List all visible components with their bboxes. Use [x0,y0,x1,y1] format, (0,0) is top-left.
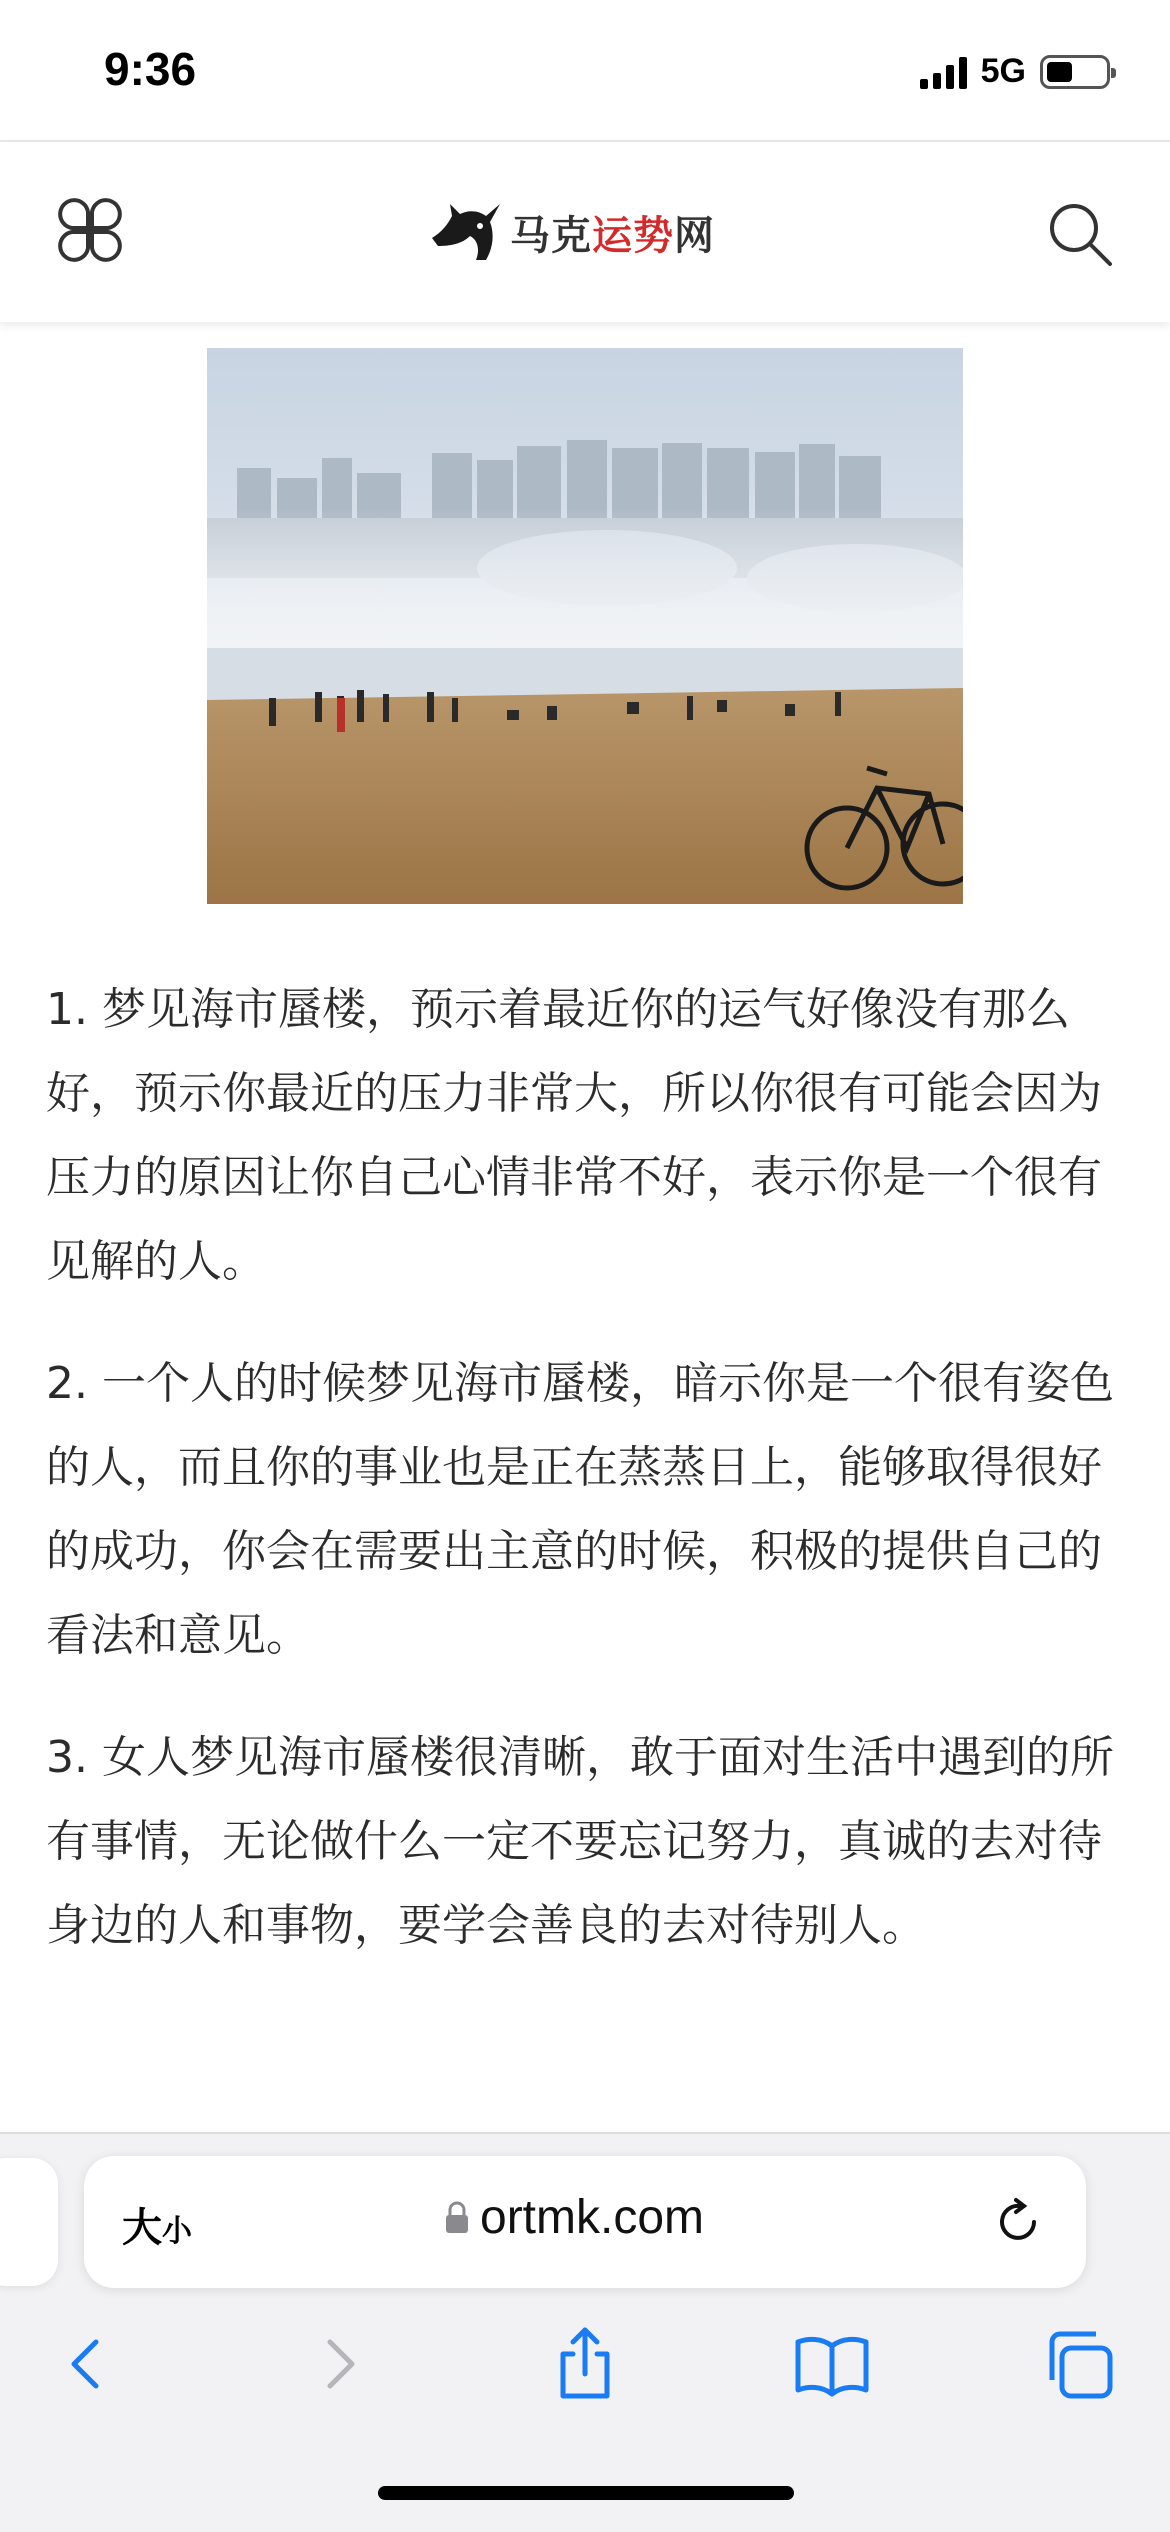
previous-tab-peek[interactable] [0,2158,58,2286]
site-header [0,140,1170,322]
browser-chrome [0,2132,1170,2532]
text-size-button[interactable]: 大小 [122,2205,192,2251]
site-logo-text: 马克运势网 [510,212,715,259]
home-indicator [378,2486,794,2500]
address-bar[interactable] [84,2156,1086,2288]
url-display[interactable] [444,2190,704,2245]
article-image [207,348,963,904]
status-bar [0,0,1170,140]
forward-icon[interactable] [298,2324,378,2404]
site-logo[interactable] [428,194,715,270]
back-icon[interactable] [48,2324,128,2404]
status-icons [920,52,1110,91]
browser-toolbar [0,2312,1170,2422]
share-icon[interactable] [545,2324,625,2404]
bookmarks-icon[interactable] [792,2324,872,2404]
article-body [46,968,1126,2006]
reload-icon[interactable] [990,2194,1046,2250]
article-paragraph: 1. 梦见海市蜃楼，预示着最近你的运气好像没有那么好，预示你最近的压力非常大，所以你很有可能会因为压力的原因让你自己心情非常不好，表示你是一个很有见解的人。 [46,984,1102,1287]
lock-icon [444,2201,470,2235]
article-paragraph: 3. 女人梦见海市蜃楼很清晰，敢于面对生活中遇到的所有事情，无论做什么一定不要忘记努力，真诚的去对待身边的人和事物，要学会善良的去对待别人。 [46,1732,1114,1951]
unicorn-logo-icon [428,198,504,266]
status-time: 9:36 [104,43,197,95]
article-paragraph: 2. 一个人的时候梦见海市蜃楼，暗示你是一个很有姿色的人，而且你的事业也是正在蒸蒸日上，能够取得很好的成功，你会在需要出主意的时候，积极的提供自己的看法和意见。 [46,1358,1114,1661]
cellular-signal-icon [920,55,967,89]
battery-icon [1040,55,1110,89]
url-text: ortmk.com [480,2191,705,2244]
battery-level [1047,62,1072,82]
search-icon[interactable] [1042,196,1118,272]
network-type: 5G [980,52,1026,90]
mirage-beach-photo [207,348,963,904]
menu-grid-icon[interactable] [52,192,128,268]
tabs-icon[interactable] [1040,2324,1120,2404]
